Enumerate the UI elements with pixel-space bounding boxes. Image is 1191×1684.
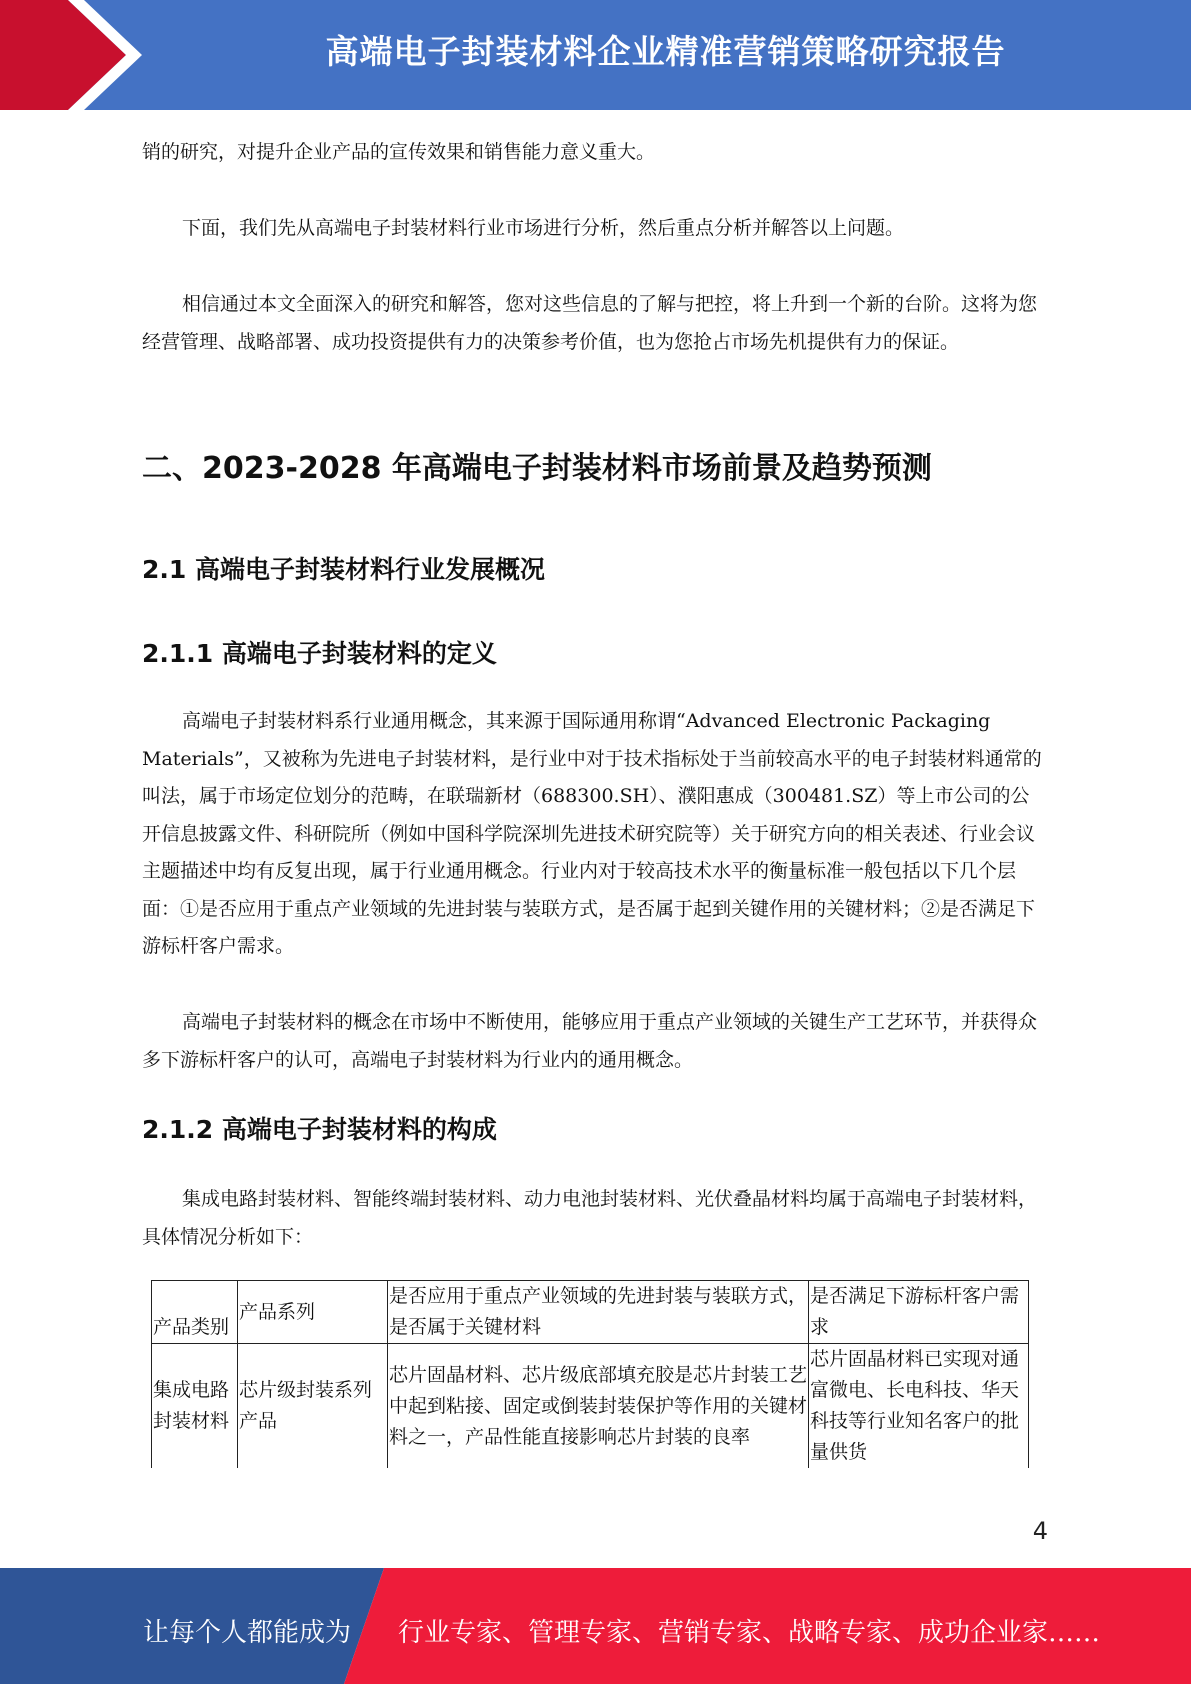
subsection-heading-2-1: 2.1 高端电子封装材料行业发展概况 xyxy=(142,555,545,584)
paragraph-concept: 高端电子封装材料的概念在市场中不断使用，能够应用于重点产业领域的关键生产工艺环节，并获得众多下游标杆客户的认可，高端电子封装材料为行业内的通用概念。 xyxy=(142,1011,1038,1071)
page-header xyxy=(0,0,1191,110)
subsection-heading-2-1-1: 2.1.1 高端电子封装材料的定义 xyxy=(142,639,497,668)
paragraph-value: 相信通过本文全面深入的研究和解答，您对这些信息的了解与把控，将上升到一个新的台阶。这将为您经营管理、战略部署、成功投资提供有力的决策参考价值，也为您抢占市场先机提供有力的保证。 xyxy=(142,293,1038,353)
paragraph-definition: 高端电子封装材料系行业通用概念，其来源于国际通用称谓“Advanced Electronic Packaging Materials”，又被称为先进电子封装材料，是行业中对于技术指标处于当前较高水平的电子封装材料通常的叫法，属于市场定位划分的范畴，在联瑞新材（688300.SH）、濮阳惠成（300481.SZ）等上市公司的公开信息披露文件、科研院所（例如中国科学院深圳先进技术研究院等）关于研究方向的相关表述、行业会议主题描述中均有反复出现，属于行业通用概念。行业内对于较高技术水平的衡量标准一般包括以下几个层面：①是否应用于重点产业领域的先进封装与装联方式，是否属于起到关键作用的关键材料；②是否满足下游标杆客户需求。 xyxy=(142,710,1042,957)
table-cell: 集成电路封装材料 xyxy=(152,1344,238,1469)
table-header-cell: 产品类别 xyxy=(152,1281,238,1344)
paragraph-next-step: 下面，我们先从高端电子封装材料行业市场进行分析，然后重点分析并解答以上问题。 xyxy=(182,217,905,239)
table-header-cell: 产品系列 xyxy=(238,1281,388,1344)
table-header-cell: 是否应用于重点产业领域的先进封装与装联方式，是否属于关键材料 xyxy=(388,1281,809,1344)
table-cell: 芯片固晶材料、芯片级底部填充胶是芯片封装工艺中起到粘接、固定或倒装封装保护等作用的关键材料之一，产品性能直接影响芯片封装的良率 xyxy=(388,1344,809,1469)
paragraph-composition: 集成电路封装材料、智能终端封装材料、动力电池封装材料、光伏叠晶材料均属于高端电子封装材料，具体情况分析如下： xyxy=(142,1188,1038,1248)
footer-slogan-right: 行业专家、管理专家、营销专家、战略专家、成功企业家…… xyxy=(398,1618,1101,1648)
subsection-heading-2-1-2: 2.1.2 高端电子封装材料的构成 xyxy=(142,1115,497,1144)
table-cell: 芯片固晶材料已实现对通富微电、长电科技、华天科技等行业知名客户的批量供货 xyxy=(809,1344,1029,1469)
header-chevron-decoration xyxy=(0,0,160,110)
page-number: 4 xyxy=(1032,1517,1048,1545)
table-header-row xyxy=(152,1281,1029,1344)
footer-slogan-left: 让每个人都能成为 xyxy=(143,1618,352,1648)
section-heading-2: 二、2023-2028 年高端电子封装材料市场前景及趋势预测 xyxy=(142,451,932,486)
table-row xyxy=(152,1344,1029,1469)
table-header-cell: 是否满足下游标杆客户需求 xyxy=(809,1281,1029,1344)
header-title: 高端电子封装材料企业精准营销策略研究报告 xyxy=(325,32,1006,71)
table-cell: 芯片级封装系列产品 xyxy=(238,1344,388,1469)
paragraph-intro-end: 销的研究，对提升企业产品的宣传效果和销售能力意义重大。 xyxy=(142,141,656,163)
product-category-table xyxy=(151,1280,1029,1468)
